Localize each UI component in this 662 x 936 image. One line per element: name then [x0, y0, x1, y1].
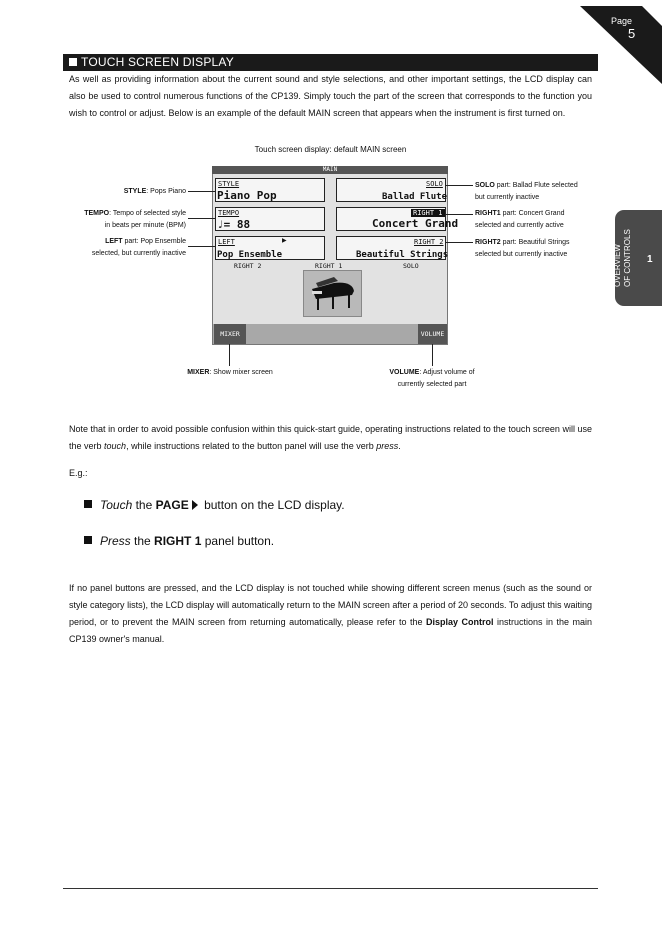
- solo-annotation: SOLO part: Ballad Flute selected but currently inactive: [475, 182, 578, 201]
- example-label: E.g.:: [69, 468, 88, 478]
- mixer-annotation: MIXER: Show mixer screen: [187, 369, 273, 376]
- final-paragraph: If no panel buttons are pressed, and the LCD display is not touched while showing different screen menus (such as the sound or style category lists), the LCD display will automatically return to the MAIN screen after a period of 20 seconds. To adjust this waiting period, or to prevent the MAIN screen from returning automatically, please refer to the Display Control instructions in the main CP139 owner's manual.: [69, 583, 592, 644]
- page-arrow-icon[interactable]: ▶: [282, 238, 287, 244]
- right2-annotation: RIGHT2 part: Beautiful Strings selected but currently inactive: [475, 239, 570, 258]
- page-arrow-icon: [192, 500, 198, 510]
- chapter-side-label: OVERVIEW OF CONTROLS: [613, 229, 632, 287]
- tempo-annotation: TEMPO: Tempo of selected style in beats per minute (BPM): [84, 210, 186, 229]
- left-annotation: LEFT part: Pop Ensemble selected, but currently inactive: [91, 238, 186, 257]
- style-value: Piano Pop: [217, 189, 277, 202]
- figure-caption: Touch screen display: default MAIN screen: [254, 145, 407, 154]
- left-leader-line: [188, 246, 215, 247]
- tempo-label: TEMPO: [218, 209, 240, 217]
- grand-piano-image: [303, 270, 362, 317]
- right1-annotation: RIGHT1 part: Concert Grand selected and currently active: [475, 210, 565, 229]
- lcd-title: MAIN: [212, 166, 448, 174]
- style-label: STYLE: [218, 180, 240, 188]
- tempo-leader-line: [188, 218, 215, 219]
- volume-button[interactable]: VOLUME: [418, 324, 447, 344]
- bullet-touch-page: Touch the PAGE button on the LCD display.: [84, 498, 345, 512]
- tempo-value: ♩= 88: [217, 218, 251, 231]
- right1-label: RIGHT 1: [413, 209, 443, 217]
- page-label: Page: [611, 16, 633, 26]
- right1-value: Concert Grand: [372, 217, 459, 230]
- bullet-press-right1: Press the RIGHT 1 panel button.: [84, 534, 274, 548]
- right2-leader-line: [446, 242, 473, 243]
- bullet-square-icon: [84, 536, 92, 544]
- right2-label: RIGHT 2: [414, 238, 444, 246]
- solo-leader-line: [446, 185, 473, 186]
- note-paragraph: Note that in order to avoid possible confusion within this quick-start guide, operating instructions related to the touch screen will use the verb touch, while instructions related to the button panel will use the verb press.: [69, 424, 592, 451]
- volume-annotation: VOLUME: Adjust volume of currently selected part: [389, 369, 475, 388]
- intro-paragraph: As well as providing information about the current sound and style selections, and other important settings, the LCD display can also be used to control numerous functions of the CP139. Simply touch the part of the screen that corresponds to the function you wish to control or adjust. Below is an example of the default MAIN screen that appears when the instrument is first turned on.: [69, 74, 592, 118]
- style-annotation: STYLE: Pops Piano: [123, 188, 186, 195]
- solo-label: SOLO: [426, 180, 443, 188]
- right1-leader-line: [446, 214, 473, 215]
- lcd-bottom-bar: [213, 324, 447, 344]
- lcd-bottom-right1: RIGHT 1: [315, 262, 343, 270]
- style-leader-line: [188, 191, 215, 192]
- section-title: TOUCH SCREEN DISPLAY: [81, 55, 234, 69]
- page-corner-tab: [580, 0, 662, 84]
- mixer-leader-line: [229, 344, 230, 366]
- lcd-bottom-right2: RIGHT 2: [234, 262, 262, 270]
- solo-value: Ballad Flute: [382, 192, 448, 202]
- right2-value: Beautiful Strings: [356, 250, 449, 260]
- footer-rule: [63, 888, 598, 889]
- left-label: LEFT: [218, 238, 235, 246]
- page-number: 5: [628, 26, 636, 41]
- left-value: Pop Ensemble: [217, 250, 283, 260]
- chapter-number: 1: [647, 254, 653, 265]
- section-square-icon: [69, 58, 77, 66]
- mixer-button[interactable]: MIXER: [214, 324, 246, 344]
- bullet-square-icon: [84, 500, 92, 508]
- volume-leader-line: [432, 344, 433, 366]
- lcd-bottom-solo: SOLO: [403, 262, 419, 270]
